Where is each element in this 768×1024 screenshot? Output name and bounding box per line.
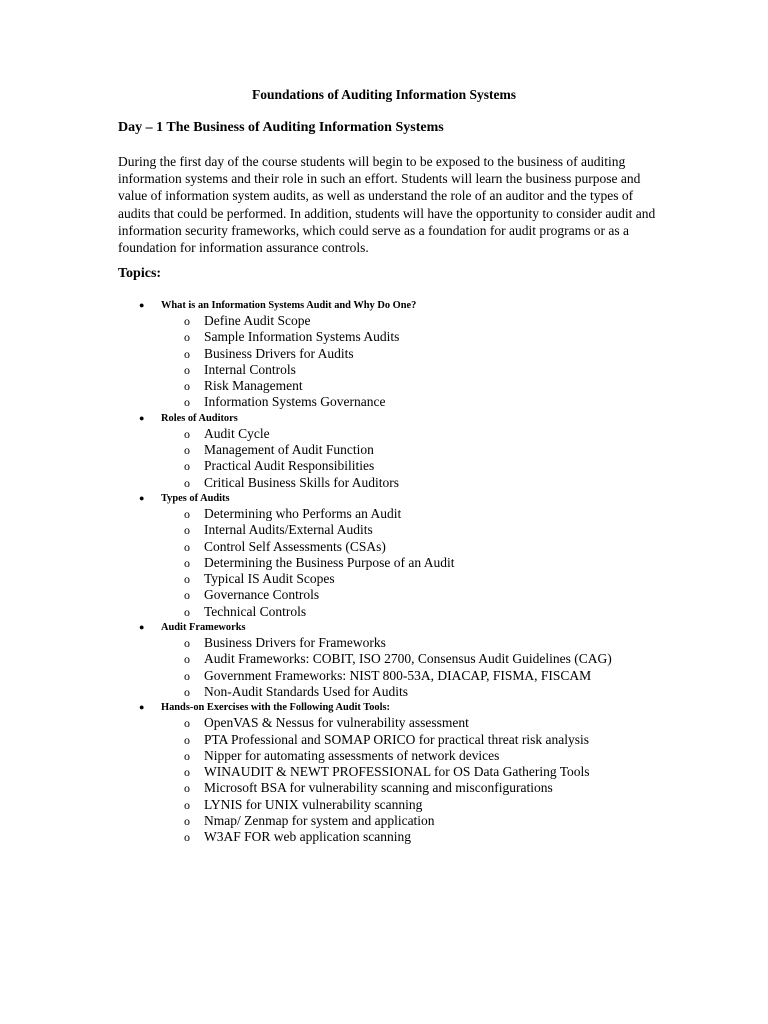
circle-bullet-icon: o [184, 362, 190, 377]
bullet-icon: ● [139, 702, 145, 713]
topic-item [0, 491, 768, 620]
subtopic-label: Information Systems Governance [204, 394, 386, 410]
subtopic-item [0, 732, 768, 748]
subtopic-list [0, 635, 768, 700]
subtopic-label: Management of Audit Function [204, 442, 374, 458]
circle-bullet-icon: o [184, 588, 190, 603]
subtopic-label: Governance Controls [204, 587, 320, 603]
circle-bullet-icon: o [184, 443, 190, 458]
topic-label: Roles of Auditors [161, 412, 238, 424]
bullet-icon: ● [139, 492, 145, 503]
subtopic-label: Nipper for automating assessments of network devices [204, 747, 500, 763]
topic-label: Types of Audits [161, 492, 230, 504]
circle-bullet-icon: o [184, 330, 190, 345]
circle-bullet-icon: o [184, 459, 190, 474]
circle-bullet-icon: o [184, 814, 190, 829]
subtopic-label: Practical Audit Responsibilities [204, 458, 375, 474]
topic-item [0, 700, 768, 845]
subtopic-item [0, 635, 768, 651]
bullet-icon: ● [139, 300, 145, 310]
topics-heading: Topics: [118, 266, 162, 281]
subtopic-item [0, 313, 768, 329]
subtopic-item [0, 522, 768, 538]
circle-bullet-icon: o [184, 346, 190, 361]
subtopic-item [0, 797, 768, 813]
subtopic-label: Government Frameworks: NIST 800-53A, DIACAP, FISMA, FISCAM [204, 667, 592, 683]
circle-bullet-icon: o [184, 781, 190, 796]
topic-label: Audit Frameworks [161, 622, 246, 634]
subtopic-item [0, 604, 768, 620]
circle-bullet-icon: o [184, 748, 190, 763]
subtopic-label: PTA Professional and SOMAP ORICO for practical threat risk analysis [204, 731, 589, 747]
subtopic-list [0, 313, 768, 411]
topics-list [0, 298, 768, 846]
subtopic-label: WINAUDIT & NEWT PROFESSIONAL for OS Data Gathering Tools [204, 764, 590, 780]
circle-bullet-icon: o [184, 523, 190, 538]
subtopic-item [0, 394, 768, 410]
subtopic-item [0, 813, 768, 829]
subtopic-item [0, 780, 768, 796]
subtopic-label: Microsoft BSA for vulnerability scanning and misconfigurations [204, 780, 553, 796]
circle-bullet-icon: o [184, 475, 190, 490]
topic-item [0, 620, 768, 700]
subtopic-label: Audit Cycle [204, 425, 270, 441]
circle-bullet-icon: o [184, 604, 190, 619]
subtopic-item [0, 458, 768, 474]
circle-bullet-icon: o [184, 668, 190, 683]
subtopic-label: Sample Information Systems Audits [204, 329, 400, 345]
subtopic-item [0, 506, 768, 522]
subtopic-label: Define Audit Scope [204, 313, 311, 328]
subtopic-label: Control Self Assessments (CSAs) [204, 538, 386, 554]
subtopic-item [0, 587, 768, 603]
subtopic-label: Critical Business Skills for Auditors [204, 474, 400, 490]
bullet-icon: ● [139, 412, 145, 423]
subtopic-item [0, 539, 768, 555]
circle-bullet-icon: o [184, 426, 190, 441]
circle-bullet-icon: o [184, 716, 190, 731]
subtopic-label: Technical Controls [204, 603, 307, 619]
circle-bullet-icon: o [184, 314, 190, 328]
circle-bullet-icon: o [184, 652, 190, 667]
subtopic-item [0, 346, 768, 362]
document-title: Foundations of Auditing Information Systems [251, 87, 517, 102]
circle-bullet-icon: o [184, 765, 190, 780]
circle-bullet-icon: o [184, 684, 190, 699]
subtopic-label: Determining who Performs an Audit [204, 505, 402, 521]
circle-bullet-icon: o [184, 830, 190, 845]
day-heading: Day – 1 The Business of Auditing Information Systems [118, 120, 444, 135]
topic-label: What is an Information Systems Audit and Why Do One? [161, 300, 417, 311]
bullet-icon: ● [139, 622, 145, 633]
subtopic-list [0, 426, 768, 491]
subtopic-list [0, 715, 768, 845]
subtopic-item [0, 329, 768, 345]
subtopic-label: Business Drivers for Frameworks [204, 635, 386, 651]
circle-bullet-icon: o [184, 555, 190, 570]
subtopic-item [0, 475, 768, 491]
subtopic-label: LYNIS for UNIX vulnerability scanning [204, 796, 423, 812]
subtopic-item [0, 426, 768, 442]
subtopic-label: Non-Audit Standards Used for Audits [204, 683, 408, 699]
subtopic-label: Business Drivers for Audits [204, 345, 354, 361]
subtopic-label: W3AF FOR web application scanning [204, 829, 411, 845]
circle-bullet-icon: o [184, 506, 190, 521]
circle-bullet-icon: o [184, 732, 190, 747]
subtopic-label: Internal Controls [204, 361, 296, 377]
subtopic-item [0, 668, 768, 684]
circle-bullet-icon: o [184, 539, 190, 554]
subtopic-label: OpenVAS & Nessus for vulnerability assessment [204, 715, 469, 731]
subtopic-list [0, 506, 768, 620]
subtopic-item [0, 715, 768, 731]
circle-bullet-icon: o [184, 379, 190, 394]
subtopic-item [0, 684, 768, 700]
subtopic-label: Audit Frameworks: COBIT, ISO 2700, Consensus Audit Guidelines (CAG) [204, 651, 612, 667]
topic-row [0, 620, 768, 635]
topic-item [0, 411, 768, 491]
subtopic-item [0, 362, 768, 378]
circle-bullet-icon: o [184, 572, 190, 587]
topic-label: Hands-on Exercises with the Following Audit Tools: [161, 702, 391, 714]
subtopic-label: Determining the Business Purpose of an Audit [204, 554, 455, 570]
subtopic-item [0, 442, 768, 458]
subtopic-item [0, 378, 768, 394]
subtopic-item [0, 571, 768, 587]
topic-item [0, 298, 768, 411]
topic-row [0, 700, 768, 715]
subtopic-item [0, 829, 768, 845]
subtopic-item [0, 651, 768, 667]
subtopic-label: Nmap/ Zenmap for system and application [204, 813, 435, 829]
topic-row [0, 411, 768, 426]
subtopic-item [0, 764, 768, 780]
subtopic-item [0, 555, 768, 571]
subtopic-item [0, 748, 768, 764]
topic-row [0, 491, 768, 506]
topic-row [0, 298, 768, 313]
intro-paragraph: During the first day of the course students will begin to be exposed to the business of auditing information systems and their role in such an effort. Students will learn the business purpose and value of information system audits, as well as understand the role of an auditor and the types of audits that could be performed. In addition, students will have the opportunity to consider audit and information security frameworks, which could serve as a foundation for audit programs or as a foundation for information assurance controls. [118, 154, 656, 256]
circle-bullet-icon: o [184, 636, 190, 651]
subtopic-label: Risk Management [204, 378, 303, 394]
circle-bullet-icon: o [184, 797, 190, 812]
subtopic-label: Internal Audits/External Audits [204, 522, 373, 538]
circle-bullet-icon: o [184, 395, 190, 410]
subtopic-label: Typical IS Audit Scopes [204, 571, 335, 587]
